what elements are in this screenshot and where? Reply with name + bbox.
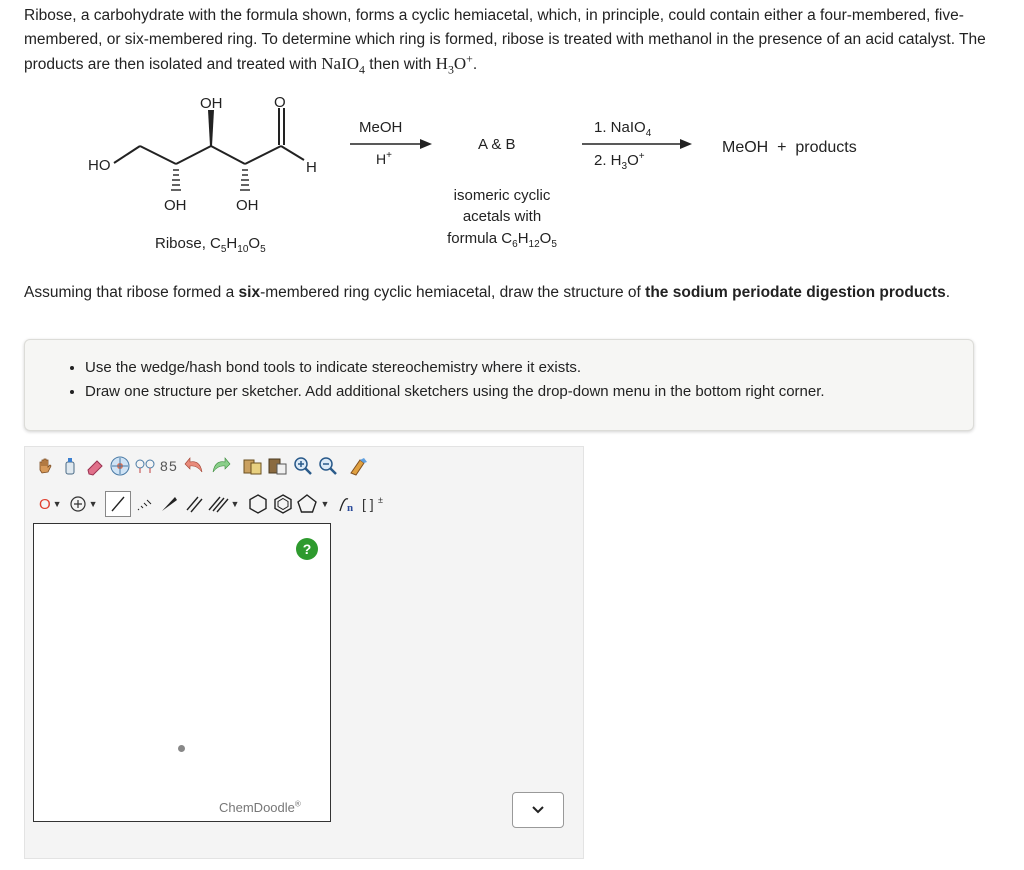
chevron-down-icon: ▼ — [230, 499, 240, 509]
instructions-box — [24, 339, 974, 431]
benzene-icon[interactable] — [271, 492, 295, 516]
svg-text:±: ± — [378, 495, 384, 505]
chevron-down-icon — [531, 805, 545, 815]
reaction-scheme — [0, 88, 1024, 263]
h3o-formula: $H_3O^+$ — [435, 51, 473, 77]
hash-bond-1 — [171, 170, 181, 190]
chemdoodle-sketcher — [24, 446, 584, 859]
chevron-down-icon: ▼ — [320, 499, 330, 509]
reaction-arrow-2 — [582, 139, 692, 149]
paste-icon[interactable] — [241, 454, 265, 478]
naio4-formula: NaIO$_4$ — [321, 54, 365, 77]
single-bond-icon[interactable] — [105, 491, 131, 517]
zoom-out-icon[interactable] — [316, 454, 340, 478]
ribose-carbonyl-o: O — [274, 94, 286, 111]
reaction-arrow-1 — [350, 139, 432, 149]
redo-icon[interactable] — [208, 454, 232, 478]
sketcher-toolbar-1 — [33, 453, 372, 479]
ribose-oh-top: OH — [200, 95, 223, 112]
chevron-down-icon: ▼ — [88, 499, 98, 509]
instruction-item: • Draw one structure per sketcher. Add additional sketchers using the drop-down menu in the bottom right corner. — [85, 380, 973, 404]
label-icon[interactable] — [158, 454, 182, 478]
svg-text:n: n — [347, 502, 354, 514]
step2-reagent-1: 1. NaIO$_4$ — [594, 119, 652, 139]
cyclohexane-icon[interactable] — [246, 492, 270, 516]
double-bond-icon[interactable] — [182, 492, 206, 516]
copy-icon[interactable] — [266, 454, 290, 478]
canvas-cursor-dot — [178, 745, 185, 752]
undo-icon[interactable] — [183, 454, 207, 478]
hand-icon[interactable] — [33, 454, 57, 478]
lasso-icon[interactable] — [108, 454, 132, 478]
hash-bond-icon[interactable] — [132, 492, 156, 516]
wedge-bond — [208, 110, 214, 146]
element-dropdown[interactable] — [33, 492, 68, 516]
element-label: O — [39, 495, 51, 513]
ribose-caption: Ribose, $C_5H_{10}O_5$ — [155, 235, 266, 255]
charge-icon[interactable] — [69, 492, 104, 516]
hash-bond-2 — [240, 170, 250, 190]
ribose-oh-2: OH — [236, 197, 259, 214]
atom-map-icon[interactable] — [133, 454, 157, 478]
bracket-icon[interactable] — [361, 492, 385, 516]
wedge-bond-icon[interactable] — [157, 492, 181, 516]
add-sketcher-dropdown[interactable] — [512, 792, 564, 828]
ribose-ho: HO — [88, 157, 111, 174]
step2-reagent-2: 2. $H_3O^+$ — [594, 151, 645, 172]
svg-text:[ ]: [ ] — [362, 496, 375, 512]
instruction-item: • Use the wedge/hash bond tools to indicate stereochemistry where it exists. — [85, 356, 973, 380]
step1-reagent: MeOH — [359, 119, 403, 136]
zoom-in-icon[interactable] — [291, 454, 315, 478]
ribose-oh-1: OH — [164, 197, 187, 214]
clean-icon[interactable] — [347, 454, 371, 478]
intermediate-desc-1: isomeric cyclic — [453, 187, 551, 204]
question-text: Assuming that ribose formed a six-membered ring cyclic hemiacetal, draw the structure of the sodium periodate digestion products. — [24, 284, 951, 301]
sketcher-canvas[interactable] — [33, 523, 331, 822]
svg-text:5: 5 — [169, 458, 177, 474]
eraser-icon[interactable] — [83, 454, 107, 478]
eraser-bottle-icon[interactable] — [58, 454, 82, 478]
chevron-down-icon: ▼ — [52, 499, 62, 509]
repeat-unit-icon[interactable] — [336, 492, 360, 516]
intermediate-desc-2: acetals with — [462, 208, 542, 225]
step1-catalyst: H+ — [376, 150, 392, 167]
intro-paragraph: Ribose, a carbohydrate with the formula shown, forms a cyclic hemiacetal, which, in principle, could contain either a four-membered, five-membered, or six-membered ring. To determine which ring is formed, ribose is treated with methanol in the presence of an acid catalyst. The products are then isolated and treated with NaIO$_4$ then with $H_3O^+$. — [24, 7, 986, 77]
chemdoodle-logo: ChemDoodle® — [219, 799, 301, 815]
cyclopentane-icon[interactable] — [296, 492, 335, 516]
triple-bond-icon[interactable] — [207, 492, 246, 516]
help-button[interactable]: ? — [296, 538, 318, 560]
svg-text:8: 8 — [160, 458, 168, 474]
intro-text: Ribose, a carbohydrate with the formula shown, forms a cyclic hemiacetal, which, in principle, could contain either a four-membered, five-membered, or six-membered ring. To determine which ring is formed, ribose is treated with methanol in the presence of an acid catalyst. The products are then isolated and treated with — [24, 7, 986, 73]
ribose-aldehyde-h: H — [306, 159, 317, 176]
products-label: MeOH + products — [722, 139, 857, 156]
intermediate-desc-3: formula $C_6H_{12}O_5$ — [447, 230, 557, 250]
sketcher-toolbar-2 — [33, 491, 386, 517]
intermediate-label: A & B — [478, 136, 516, 153]
